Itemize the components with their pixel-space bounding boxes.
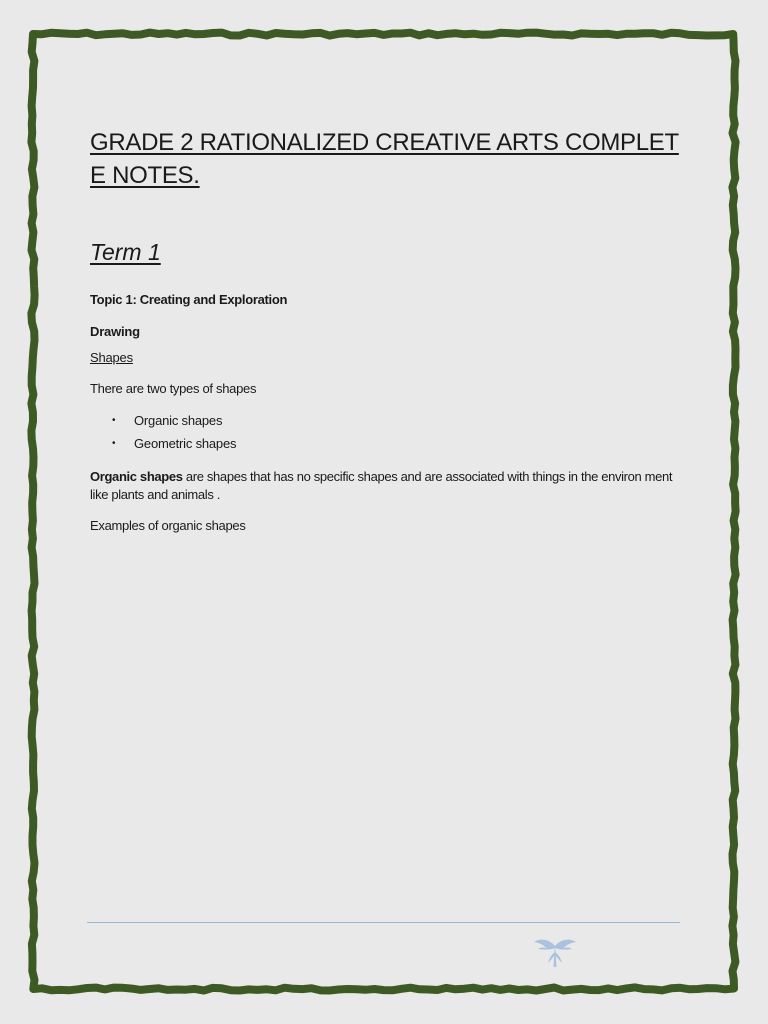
shape-types-list	[90, 411, 236, 457]
definition-term: Organic shapes	[90, 469, 183, 484]
intro-sentence: There are two types of shapes	[90, 381, 257, 396]
plant-sprout-icon	[532, 936, 578, 968]
subsection-heading-shapes: Shapes	[90, 350, 133, 365]
list-item	[90, 434, 236, 457]
definition-text: are shapes that has no specific shapes and are associated with things in the environ ment like plants and animals .	[90, 469, 673, 502]
list-item	[90, 411, 236, 434]
section-heading-drawing: Drawing	[90, 324, 140, 339]
footer-divider	[87, 922, 680, 923]
list-item-label: Organic shapes	[134, 413, 223, 428]
bullet-icon: •	[112, 438, 116, 449]
document-title: GRADE 2 RATIONALIZED CREATIVE ARTS COMPLET E NOTES.	[90, 129, 679, 189]
bullet-icon: •	[112, 415, 116, 426]
list-item-label: Geometric shapes	[134, 436, 237, 451]
organic-shapes-definition	[90, 468, 685, 504]
term-heading: Term 1	[90, 239, 161, 265]
topic-heading: Topic 1: Creating and Exploration	[90, 292, 288, 307]
examples-heading: Examples of organic shapes	[90, 518, 246, 533]
